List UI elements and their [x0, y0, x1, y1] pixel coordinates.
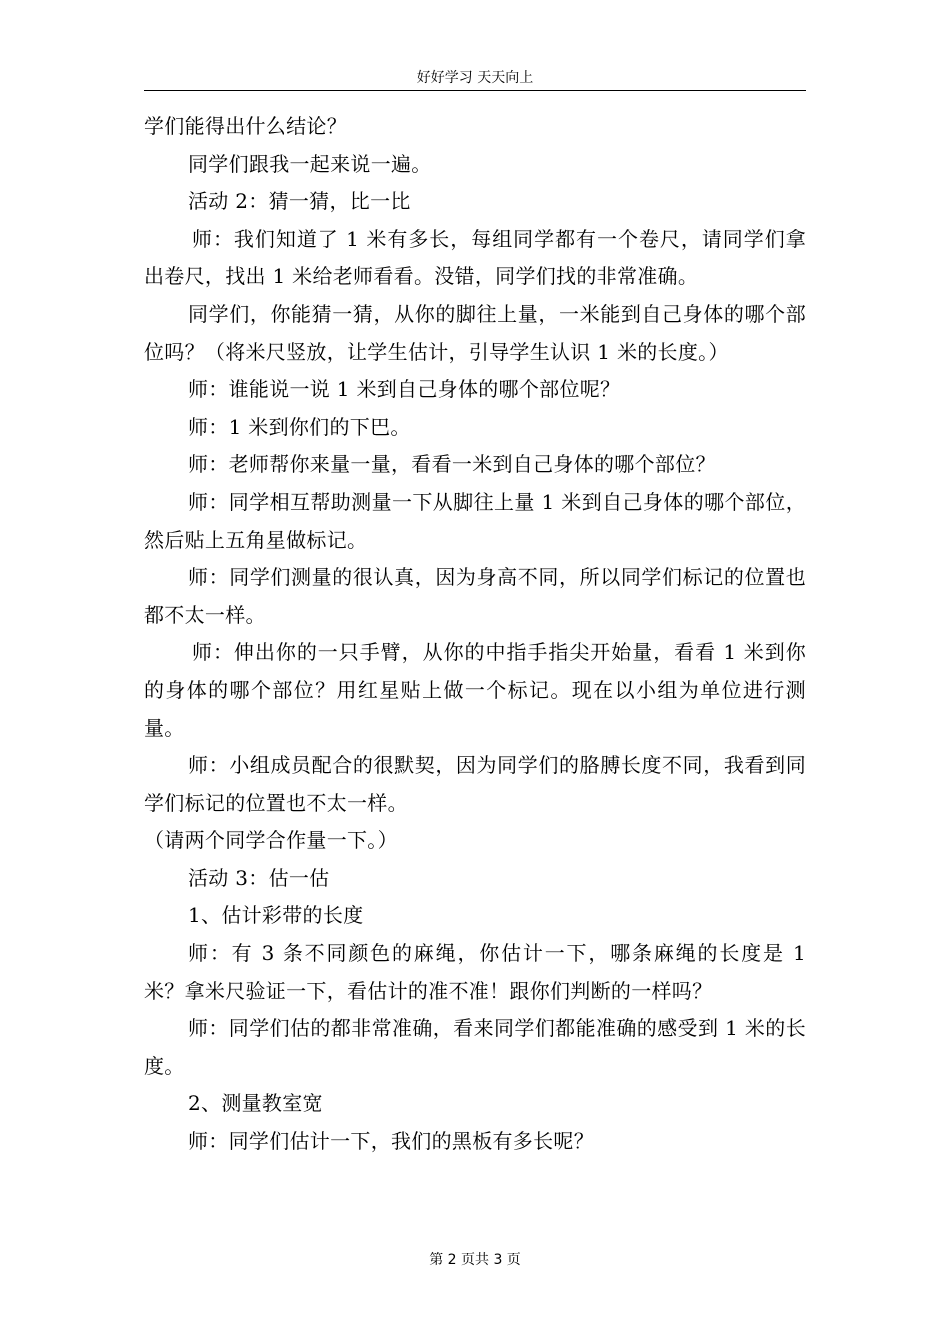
document-body [144, 108, 806, 1161]
header-text: 好好学习 天天向上 [416, 70, 534, 86]
paragraph: 师：1 米到你们的下巴。 [188, 414, 411, 439]
paragraph: 师：伸出你的一只手臂，从你的中指手指尖开始量，看看 1 米到你的身体的哪个部位？用红星贴上做一个标记。现在以小组为单位进行测量。 [144, 640, 806, 740]
subsection-heading: 1、估计彩带的长度 [188, 903, 364, 928]
paragraph: 同学们跟我一起来说一遍。 [188, 151, 432, 176]
section-heading: 活动 3：估一估 [188, 865, 330, 890]
paragraph: 师：有 3 条不同颜色的麻绳，你估计一下，哪条麻绳的长度是 1 米？拿米尺验证一下，看估计的准不准！跟你们判断的一样吗？ [144, 941, 806, 1003]
paragraph: 师：老师帮你来量一量，看看一米到自己身体的哪个部位？ [188, 452, 716, 477]
paragraph: 师：同学们估的都非常准确，看来同学们都能准确的感受到 1 米的长度。 [144, 1016, 806, 1078]
paragraph: 师：小组成员配合的很默契，因为同学们的胳膊长度不同，我看到同学们标记的位置也不太一样。 [144, 753, 806, 815]
paragraph: 师：我们知道了 1 米有多长，每组同学都有一个卷尺，请同学们拿出卷尺，找出 1 米给老师看看。没错，同学们找的非常准确。 [144, 226, 806, 289]
paragraph: （请两个同学合作量一下。） [144, 828, 398, 853]
subsection-heading: 2、测量教室宽 [188, 1091, 323, 1116]
paragraph: 同学们，你能猜一猜，从你的脚往上量，一米能到自己身体的哪个部位吗？（将米尺竖放，让学生估计，引导学生认识 1 米的长度。） [144, 301, 806, 364]
paragraph: 学们能得出什么结论？ [144, 114, 347, 138]
paragraph: 师：谁能说一说 1 米到自己身体的哪个部位呢？ [188, 377, 621, 402]
page-header [144, 68, 806, 91]
paragraph: 师：同学相互帮助测量一下从脚往上量 1 米到自己身体的哪个部位，然后贴上五角星做标记。 [144, 489, 806, 552]
paragraph: 师：同学们估计一下，我们的黑板有多长呢？ [188, 1129, 594, 1154]
page-number: 第 2 页共 3 页 [429, 1252, 521, 1268]
section-heading: 活动 2：猜一猜，比一比 [188, 189, 411, 214]
paragraph: 师：同学们测量的很认真，因为身高不同，所以同学们标记的位置也都不太一样。 [144, 565, 806, 627]
page-footer [0, 1249, 950, 1269]
